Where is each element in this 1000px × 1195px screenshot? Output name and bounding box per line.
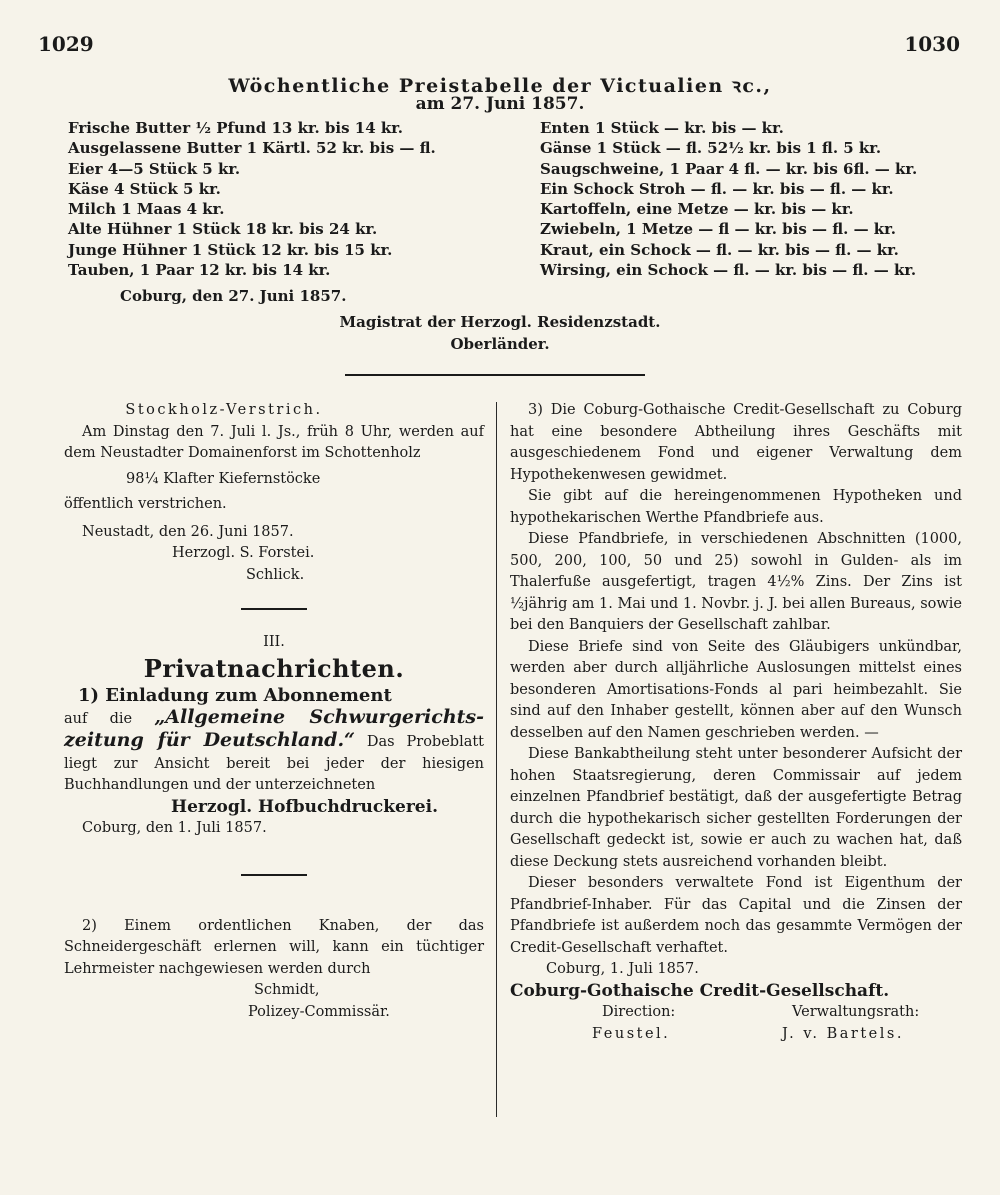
credit-company: Coburg-Gothaische Credit-Gesellschaft. <box>510 980 890 1001</box>
price-item: Zwiebeln, 1 Metze — fl — kr. bis — fl. — kr. <box>540 220 896 239</box>
price-item: Milch 1 Maas 4 kr. <box>68 200 225 219</box>
credit-paragraph-4: Diese Briefe sind von Seite des Gläubigers unkündbar, werden aber durch alljährliche Auslosungen mittelst eines besonderen Amortisations-Fonds al pari heimbezahlt. Sie sind auf den Inhaber gestellt, können aber auf den Wunsch desselben auf den Namen geschrieben werden. — <box>510 638 962 741</box>
price-item: Frische Butter ½ Pfund 13 kr. bis 14 kr. <box>68 119 404 137</box>
abonnement-office: Herzogl. Hofbuchdruckerei. <box>171 796 438 817</box>
stockholz-public: öffentlich verstrichen. <box>64 496 227 512</box>
price-item: Kraut, ein Schock — fl. — kr. bis — fl. — kr. <box>540 240 899 259</box>
knabe-signature: Schmidt, <box>254 982 320 998</box>
price-table-signature: Oberländer. <box>450 335 550 353</box>
price-item: Alte Hühner 1 Stück 18 kr. bis 24 kr. <box>68 220 378 239</box>
stockholz-signature: Schlick. <box>246 566 305 583</box>
board-label: Verwaltungsrath: <box>792 1004 920 1020</box>
abonnement-place-date: Coburg, den 1. Juli 1857. <box>82 820 267 836</box>
abonnement-prefix: auf die <box>64 710 133 727</box>
price-item: Junge Hühner 1 Stück 12 kr. bis 15 kr. <box>68 240 393 259</box>
price-item: Wirsing, ein Schock — fl. — kr. bis — fl. — kr. <box>540 261 917 280</box>
price-item: Kartoffeln, eine Metze — kr. bis — kr. <box>540 200 854 219</box>
credit-paragraph-3: Diese Pfandbriefe, in verschiedenen Abschnitten (1000, 500, 200, 100, 50 und 25) sowohl in Gulden- als im Thalerfuße ausgefertigt, tragen 4½% Zins. Der Zins ist ½jährig am 1. Mai und 1. Novbr. j. J. bei allen Bureaus, sowie bei den Banquiers der Gesellschaft zahlbar. <box>510 531 962 633</box>
price-item: Tauben, 1 Paar 12 kr. bis 14 kr. <box>68 261 331 280</box>
direction-name: Feustel. <box>592 1025 671 1042</box>
credit-paragraph-6: Dieser besonders verwaltete Fond ist Eigenthum der Pfandbrief-Inhaber. Für das Capital und die Zinsen der Pfandbriefe ist außerdem noch das gesammte Vermögen der Credit-Gesellschaft verhaftet. <box>510 875 962 956</box>
price-item: Gänse 1 Stück — fl. 52½ kr. bis 1 fl. 5 kr. <box>540 139 882 158</box>
stockholz-office: Herzogl. S. Forstei. <box>172 545 315 561</box>
stockholz-quantity: 98¼ Klafter Kiefernstöcke <box>126 470 321 487</box>
abonnement-journal-title: „Allgemeine Schwurgerichts-zeitung für Deutschland.“ <box>64 705 484 751</box>
price-item: Ein Schock Stroh — fl. — kr. bis — fl. — kr. <box>540 179 894 198</box>
knabe-title: Polizey-Commissär. <box>248 1003 390 1020</box>
stockholz-title: Stockholz-Verstrich. <box>125 402 323 418</box>
credit-place-date: Coburg, 1. Juli 1857. <box>546 961 699 977</box>
price-table-authority: Magistrat der Herzogl. Residenzstadt. <box>339 313 661 331</box>
short-divider <box>241 874 307 876</box>
board-name: J. v. Bartels. <box>782 1025 904 1042</box>
right-column <box>510 400 962 1045</box>
page-number-right: 1030 <box>904 32 960 56</box>
price-list-left <box>68 118 436 280</box>
price-list-right <box>540 118 917 280</box>
price-table-subtitle: am 27. Juni 1857. <box>415 94 585 114</box>
short-divider <box>241 608 307 610</box>
price-item: Saugschweine, 1 Paar 4 fl. — kr. bis 6fl. — kr. <box>540 159 918 178</box>
page-number-left: 1029 <box>38 32 94 56</box>
direction-label: Direction: <box>602 1004 676 1020</box>
credit-paragraph-1: 3) Die Coburg-Gothaische Credit-Gesellschaft zu Coburg hat eine besondere Abtheilung ihres Geschäfts mit ausgeschiedenem Fond und eigener Verwaltung dem Hypothekenwesen gewidmet. <box>510 402 962 483</box>
column-divider <box>496 402 497 1117</box>
stockholz-body: Am Dinstag den 7. Juli l. Js., früh 8 Uhr, werden auf dem Neustadter Domainenforst im Schottenholz <box>64 423 484 461</box>
abonnement-body: Das Probeblatt liegt zur Ansicht bereit bei jeder der hiesigen Buchhandlungen und der unterzeichneten <box>64 734 485 793</box>
abonnement-heading: 1) Einladung zum Abonnement <box>78 685 392 706</box>
price-item: Enten 1 Stück — kr. bis — kr. <box>540 119 784 137</box>
section-divider <box>345 374 645 376</box>
left-column <box>64 400 484 1023</box>
price-table-place-date: Coburg, den 27. Juni 1857. <box>120 287 347 305</box>
price-item: Ausgelassene Butter 1 Kärtl. 52 kr. bis — fl. <box>68 139 436 158</box>
knabe-body: 2) Einem ordentlichen Knaben, der das Schneidergeschäft erlernen will, kann ein tüchtiger Lehrmeister nachgewiesen werden durch <box>64 917 484 977</box>
credit-paragraph-5: Diese Bankabtheilung steht unter besonderer Aufsicht der hohen Staatsregierung, deren Commissair auf jedem einzelnen Pfandbrief bestätigt, daß der ausgefertigte Betrag durch die hypothekarisch sicher gestellten Forderungen der Gesellschaft gedeckt ist, sowie er auch zu wachen hat, daß diese Deckung stets ausreichend vorhanden bleibt. <box>510 746 962 870</box>
price-item: Käse 4 Stück 5 kr. <box>68 179 221 198</box>
section-number: III. <box>263 634 285 650</box>
price-table-title: Wöchentliche Preistabelle der Victualien ꝛc., <box>228 75 772 97</box>
credit-paragraph-2: Sie gibt auf die hereingenommenen Hypotheken und hypothekarischen Werthe Pfandbriefe aus. <box>510 488 962 526</box>
section-title: Privatnachrichten. <box>143 653 405 683</box>
price-item: Eier 4—5 Stück 5 kr. <box>68 159 241 178</box>
stockholz-place-date: Neustadt, den 26. Juni 1857. <box>82 523 294 540</box>
